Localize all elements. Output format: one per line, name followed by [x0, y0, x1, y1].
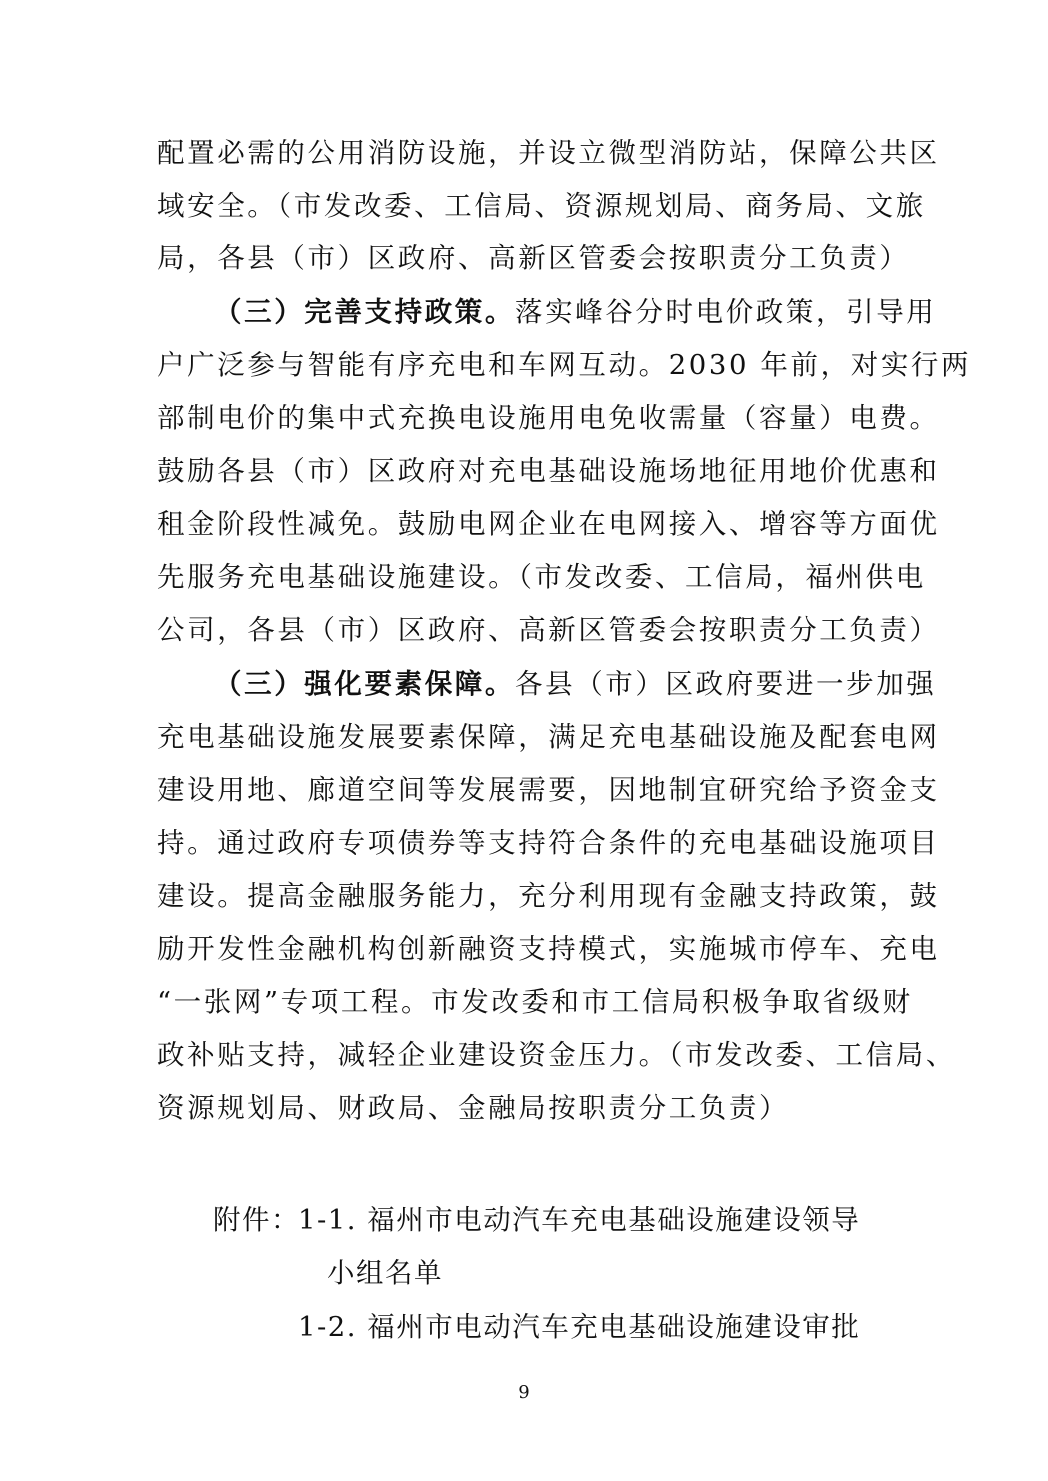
- paragraph-line: 励开发性金融机构创新融资支持模式，实施城市停车、充电: [157, 933, 940, 965]
- paragraph-line: 充电基础设施发展要素保障，满足充电基础设施及配套电网: [157, 721, 940, 753]
- paragraph-line: 局，各县（市）区政府、高新区管委会按职责分工负责）: [157, 242, 910, 274]
- page-number: 9: [518, 1382, 530, 1403]
- paragraph-line: 资源规划局、财政局、金融局按职责分工负责）: [157, 1092, 790, 1124]
- paragraph-line: 域安全。（市发改委、工信局、资源规划局、商务局、文旅: [157, 190, 926, 222]
- paragraph-line: 政补贴支持，减轻企业建设资金压力。（市发改委、工信局、: [157, 1039, 956, 1071]
- section-heading: （三）完善支持政策。: [214, 296, 515, 328]
- paragraph-line: 建设。提高金融服务能力，充分利用现有金融支持政策，鼓: [157, 880, 940, 912]
- paragraph-line: “一张网”专项工程。市发改委和市工信局积极争取省级财: [157, 986, 913, 1018]
- annex-item-2: 1-2. 福州市电动汽车充电基础设施建设审批: [298, 1311, 861, 1343]
- paragraph-line: 建设用地、廊道空间等发展需要，因地制宜研究给予资金支: [157, 774, 940, 806]
- paragraph-text: 各县（市）区政府要进一步加强: [515, 668, 937, 700]
- paragraph-first-line: [214, 292, 937, 332]
- annex-label: 附件：: [213, 1204, 300, 1236]
- annex-item-1: 1-1. 福州市电动汽车充电基础设施建设领导: [298, 1204, 861, 1236]
- paragraph-first-line: [214, 664, 937, 704]
- annex-item-1-continuation: 小组名单: [327, 1257, 443, 1289]
- paragraph-line: 持。通过政府专项债券等支持符合条件的充电基础设施项目: [157, 827, 940, 859]
- paragraph-line: 部制电价的集中式充换电设施用电免收需量（容量）电费。: [157, 402, 940, 434]
- paragraph-line: 先服务充电基础设施建设。（市发改委、工信局，福州供电: [157, 561, 926, 593]
- paragraph-line: 配置必需的公用消防设施，并设立微型消防站，保障公共区: [157, 137, 940, 169]
- paragraph-line: 租金阶段性减免。鼓励电网企业在电网接入、增容等方面优: [157, 508, 940, 540]
- paragraph-line: 鼓励各县（市）区政府对充电基础设施场地征用地价优惠和: [157, 455, 940, 487]
- paragraph-line: 公司，各县（市）区政府、高新区管委会按职责分工负责）: [157, 614, 940, 646]
- section-heading: （三）强化要素保障。: [214, 668, 515, 700]
- paragraph-line: 户广泛参与智能有序充电和车网互动。2030 年前，对实行两: [157, 349, 972, 381]
- paragraph-text: 落实峰谷分时电价政策，引导用: [515, 296, 937, 328]
